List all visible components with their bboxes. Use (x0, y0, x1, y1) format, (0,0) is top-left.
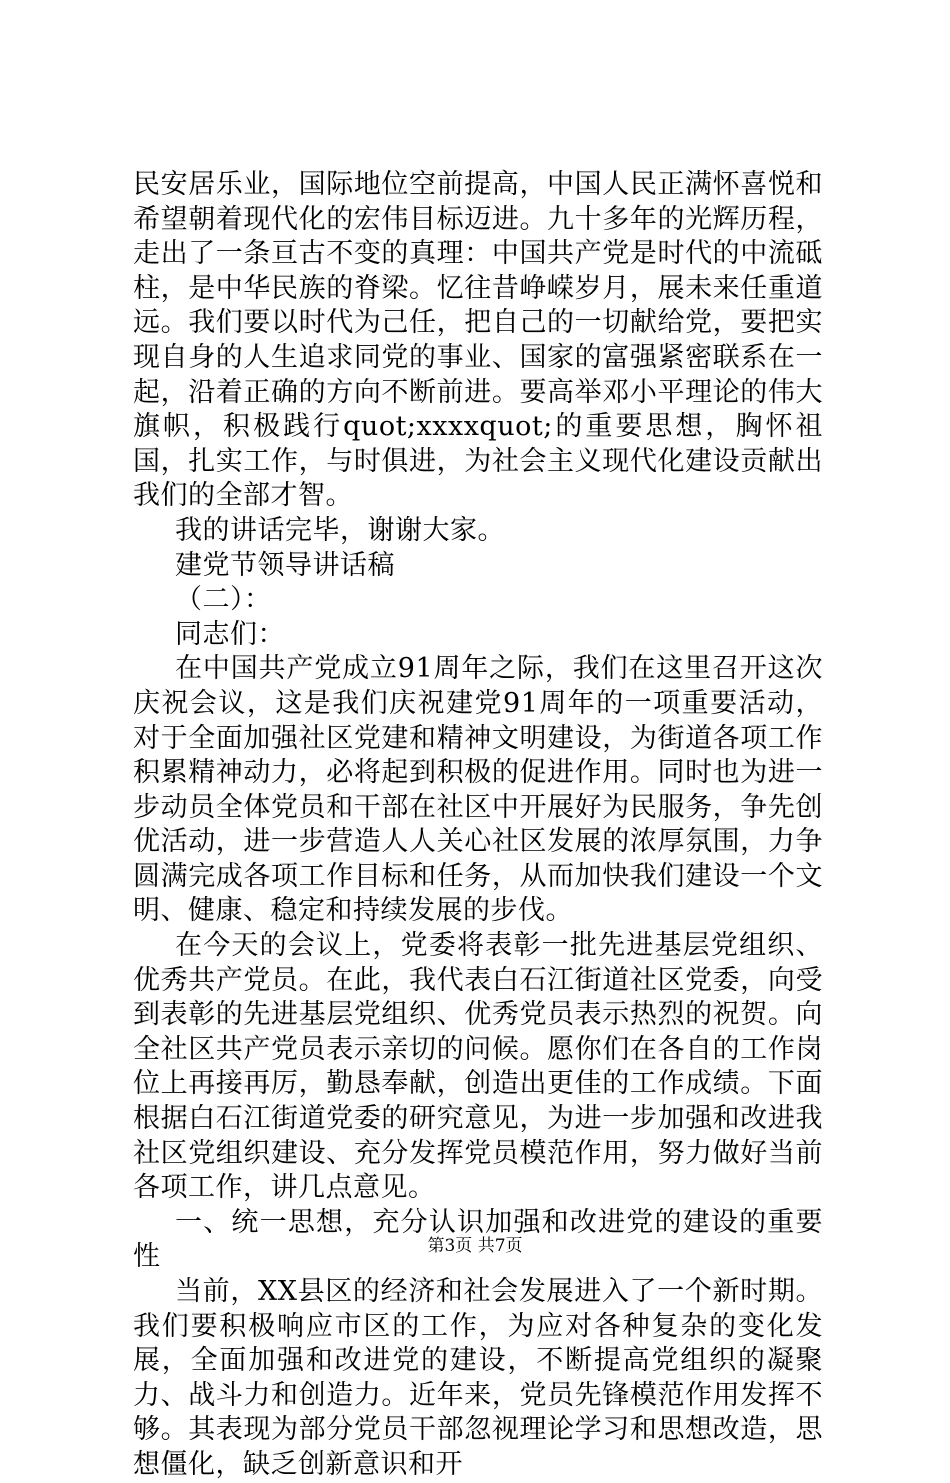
paragraph-commendation: 在今天的会议上，党委将表彰一批先进基层党组织、优秀共产党员。在此，我代表白石江街道社区党委，向受到表彰的先进基层党组织、优秀党员表示热烈的祝贺。向全社区共产党员表示亲切的问候。愿你们在各自的工作岗位上再接再厉，勤恳奉献，创造出更佳的工作成绩。下面根据白石江街道党委的研究意见，为进一步加强和改进我社区党组织建设、充分发挥党员模范作用，努力做好当前各项工作，讲几点意见。 (133, 930, 823, 1204)
paragraph-closing-remark: 我的讲话完毕，谢谢大家。 (175, 514, 505, 546)
paragraph-current-situation: 当前，XX县区的经济和社会发展进入了一个新时期。我们要积极响应市区的工作，为应对各种复杂的变化发展，全面加强和改进党的建设，不断提高党组织的凝聚力、战斗力和创造力。近年来，党员先锋模范作用发挥不够。其表现为部分党员干部忽视理论学习和思想改造，思想僵化，缺乏创新意识和开 (133, 1276, 823, 1480)
salutation: 同志们： (175, 618, 285, 650)
section-number: （二）： (175, 584, 272, 616)
page-number-footer: 第3页 共7页 (427, 1236, 523, 1256)
section-title: 建党节领导讲话稿 (175, 549, 395, 581)
paragraph-intro: 在中国共产党成立91周年之际，我们在这里召开这次庆祝会议，这是我们庆祝建党91周年的一项重要活动，对于全面加强社区党建和精神文明建设，为街道各项工作积累精神动力，必将起到积极的促进作用。同时也为进一步动员全体党员和干部在社区中开展好为民服务，争先创优活动，进一步营造人人关心社区发展的浓厚氛围，力争圆满完成各项工作目标和任务，从而加快我们建设一个文明、健康、稳定和持续发展的步伐。 (133, 653, 823, 927)
paragraph-continuation: 民安居乐业，国际地位空前提高，中国人民正满怀喜悦和希望朝着现代化的宏伟目标迈进。九十多年的光辉历程，走出了一条亘古不变的真理：中国共产党是时代的中流砥柱，是中华民族的脊梁。忆往昔峥嵘岁月，展未来任重道远。我们要以时代为己任，把自己的一切献给党，要把实现自身的人生追求同党的事业、国家的富强紧密联系在一起，沿着正确的方向不断前进。要高举邓小平理论的伟大旗帜，积极践行quot;xxxxquot;的重要思想，胸怀祖国，扎实工作，与时俱进，为社会主义现代化建设贡献出我们的全部才智。 (133, 169, 823, 512)
document-body (133, 168, 823, 1483)
heading-point-one: 一、统一思想，充分认识加强和改进党的建设的重要性 (133, 1206, 823, 1273)
